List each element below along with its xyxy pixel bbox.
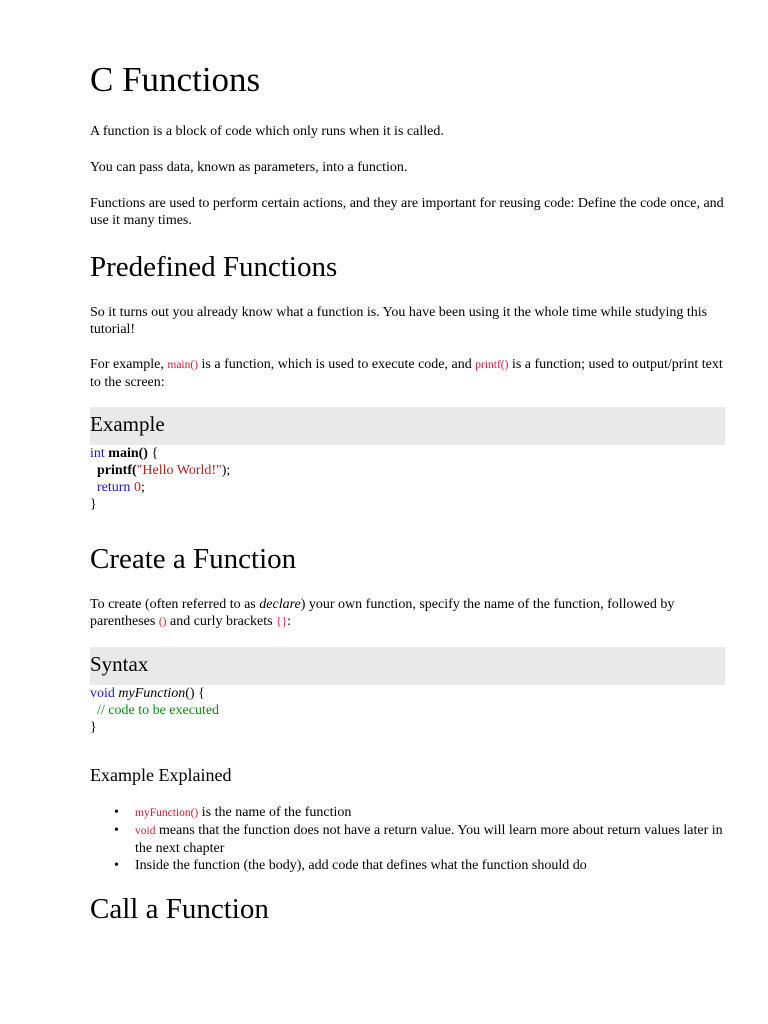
inline-code-main: main() <box>167 359 199 371</box>
list-item <box>90 822 725 857</box>
syntax-header-bar <box>90 647 725 685</box>
code-line-1 <box>90 445 230 462</box>
create-emphasis-declare: declare <box>259 597 301 612</box>
create-paragraph <box>90 596 725 631</box>
code-brace-open: { <box>147 446 159 461</box>
predefined-paragraph-2 <box>90 356 725 391</box>
bullet-icon: • <box>114 858 119 873</box>
syntax-line-3: } <box>90 720 97 735</box>
p2-text-2: is a function, which is used to execute code, and <box>198 357 476 372</box>
inline-code-printf: printf() <box>475 359 509 371</box>
call-function-heading: Call a Function <box>90 893 269 925</box>
example-label: Example <box>90 412 165 436</box>
p2-text-1: For example, <box>90 357 168 372</box>
create-text-2: ) your own function, specify the name of the function, followed by parentheses <box>90 597 675 629</box>
create-text-4: : <box>287 614 292 629</box>
p2-text-3: is a function; used to output/print text to the screen: <box>90 357 723 390</box>
predefined-functions-heading: Predefined Functions <box>90 251 338 283</box>
syntax-label: Syntax <box>90 652 149 676</box>
list-item <box>90 804 725 822</box>
create-text-1: To create (often referred to as <box>90 597 260 612</box>
code-close-paren: ); <box>221 463 231 478</box>
code-keyword-return: return <box>97 480 131 495</box>
syntax-code-block <box>90 685 219 736</box>
explained-list <box>90 804 725 874</box>
example-header-bar <box>90 407 725 445</box>
bullet-icon: • <box>114 805 119 820</box>
code-line-3 <box>90 479 230 496</box>
code-string-hello: "Hello World!" <box>136 463 222 478</box>
syntax-line-2 <box>90 702 219 719</box>
code-parens-brace: () { <box>185 686 205 701</box>
create-function-heading: Create a Function <box>90 543 297 575</box>
intro-paragraph-1: A function is a block of code which only runs when it is called. <box>90 124 444 139</box>
code-keyword-void: void <box>90 686 115 701</box>
code-number-zero: 0 <box>133 480 141 495</box>
create-text-3: and curly brackets <box>166 614 277 629</box>
intro-paragraph-3: Functions are used to perform certain actions, and they are important for reusing code: Define the code once, and use it many times. <box>90 196 724 228</box>
intro-paragraph-2: You can pass data, known as parameters, into a function. <box>90 160 408 175</box>
code-semicolon: ; <box>140 480 145 495</box>
list-item-text: Inside the function (the body), add code that defines what the function should do <box>135 858 587 873</box>
inline-code-void: void <box>135 825 156 837</box>
predefined-paragraph-1: So it turns out you already know what a function is. You have been using it the whole time while studying this tutorial! <box>90 305 708 337</box>
code-line-2 <box>90 462 230 479</box>
code-comment: // code to be executed <box>97 703 220 718</box>
syntax-line-1 <box>90 685 219 702</box>
inline-code-parens: () <box>158 616 167 628</box>
code-function-printf: printf( <box>97 463 137 478</box>
code-function-main: main() <box>108 446 148 461</box>
list-item <box>90 857 725 874</box>
example-code-block <box>90 445 230 513</box>
list-item-text: means that the function does not have a return value. You will learn more about return values later in the next chapter <box>135 823 723 856</box>
inline-code-myfunction: myFunction() <box>135 807 199 819</box>
code-function-myfunction: myFunction <box>118 686 186 701</box>
code-line-4: } <box>90 497 97 512</box>
bullet-icon: • <box>114 823 119 838</box>
inline-code-braces: {} <box>276 616 288 628</box>
page-title: C Functions <box>90 60 261 99</box>
list-item-text: is the name of the function <box>198 805 352 820</box>
example-explained-heading: Example Explained <box>90 765 232 785</box>
code-keyword-int: int <box>90 446 105 461</box>
